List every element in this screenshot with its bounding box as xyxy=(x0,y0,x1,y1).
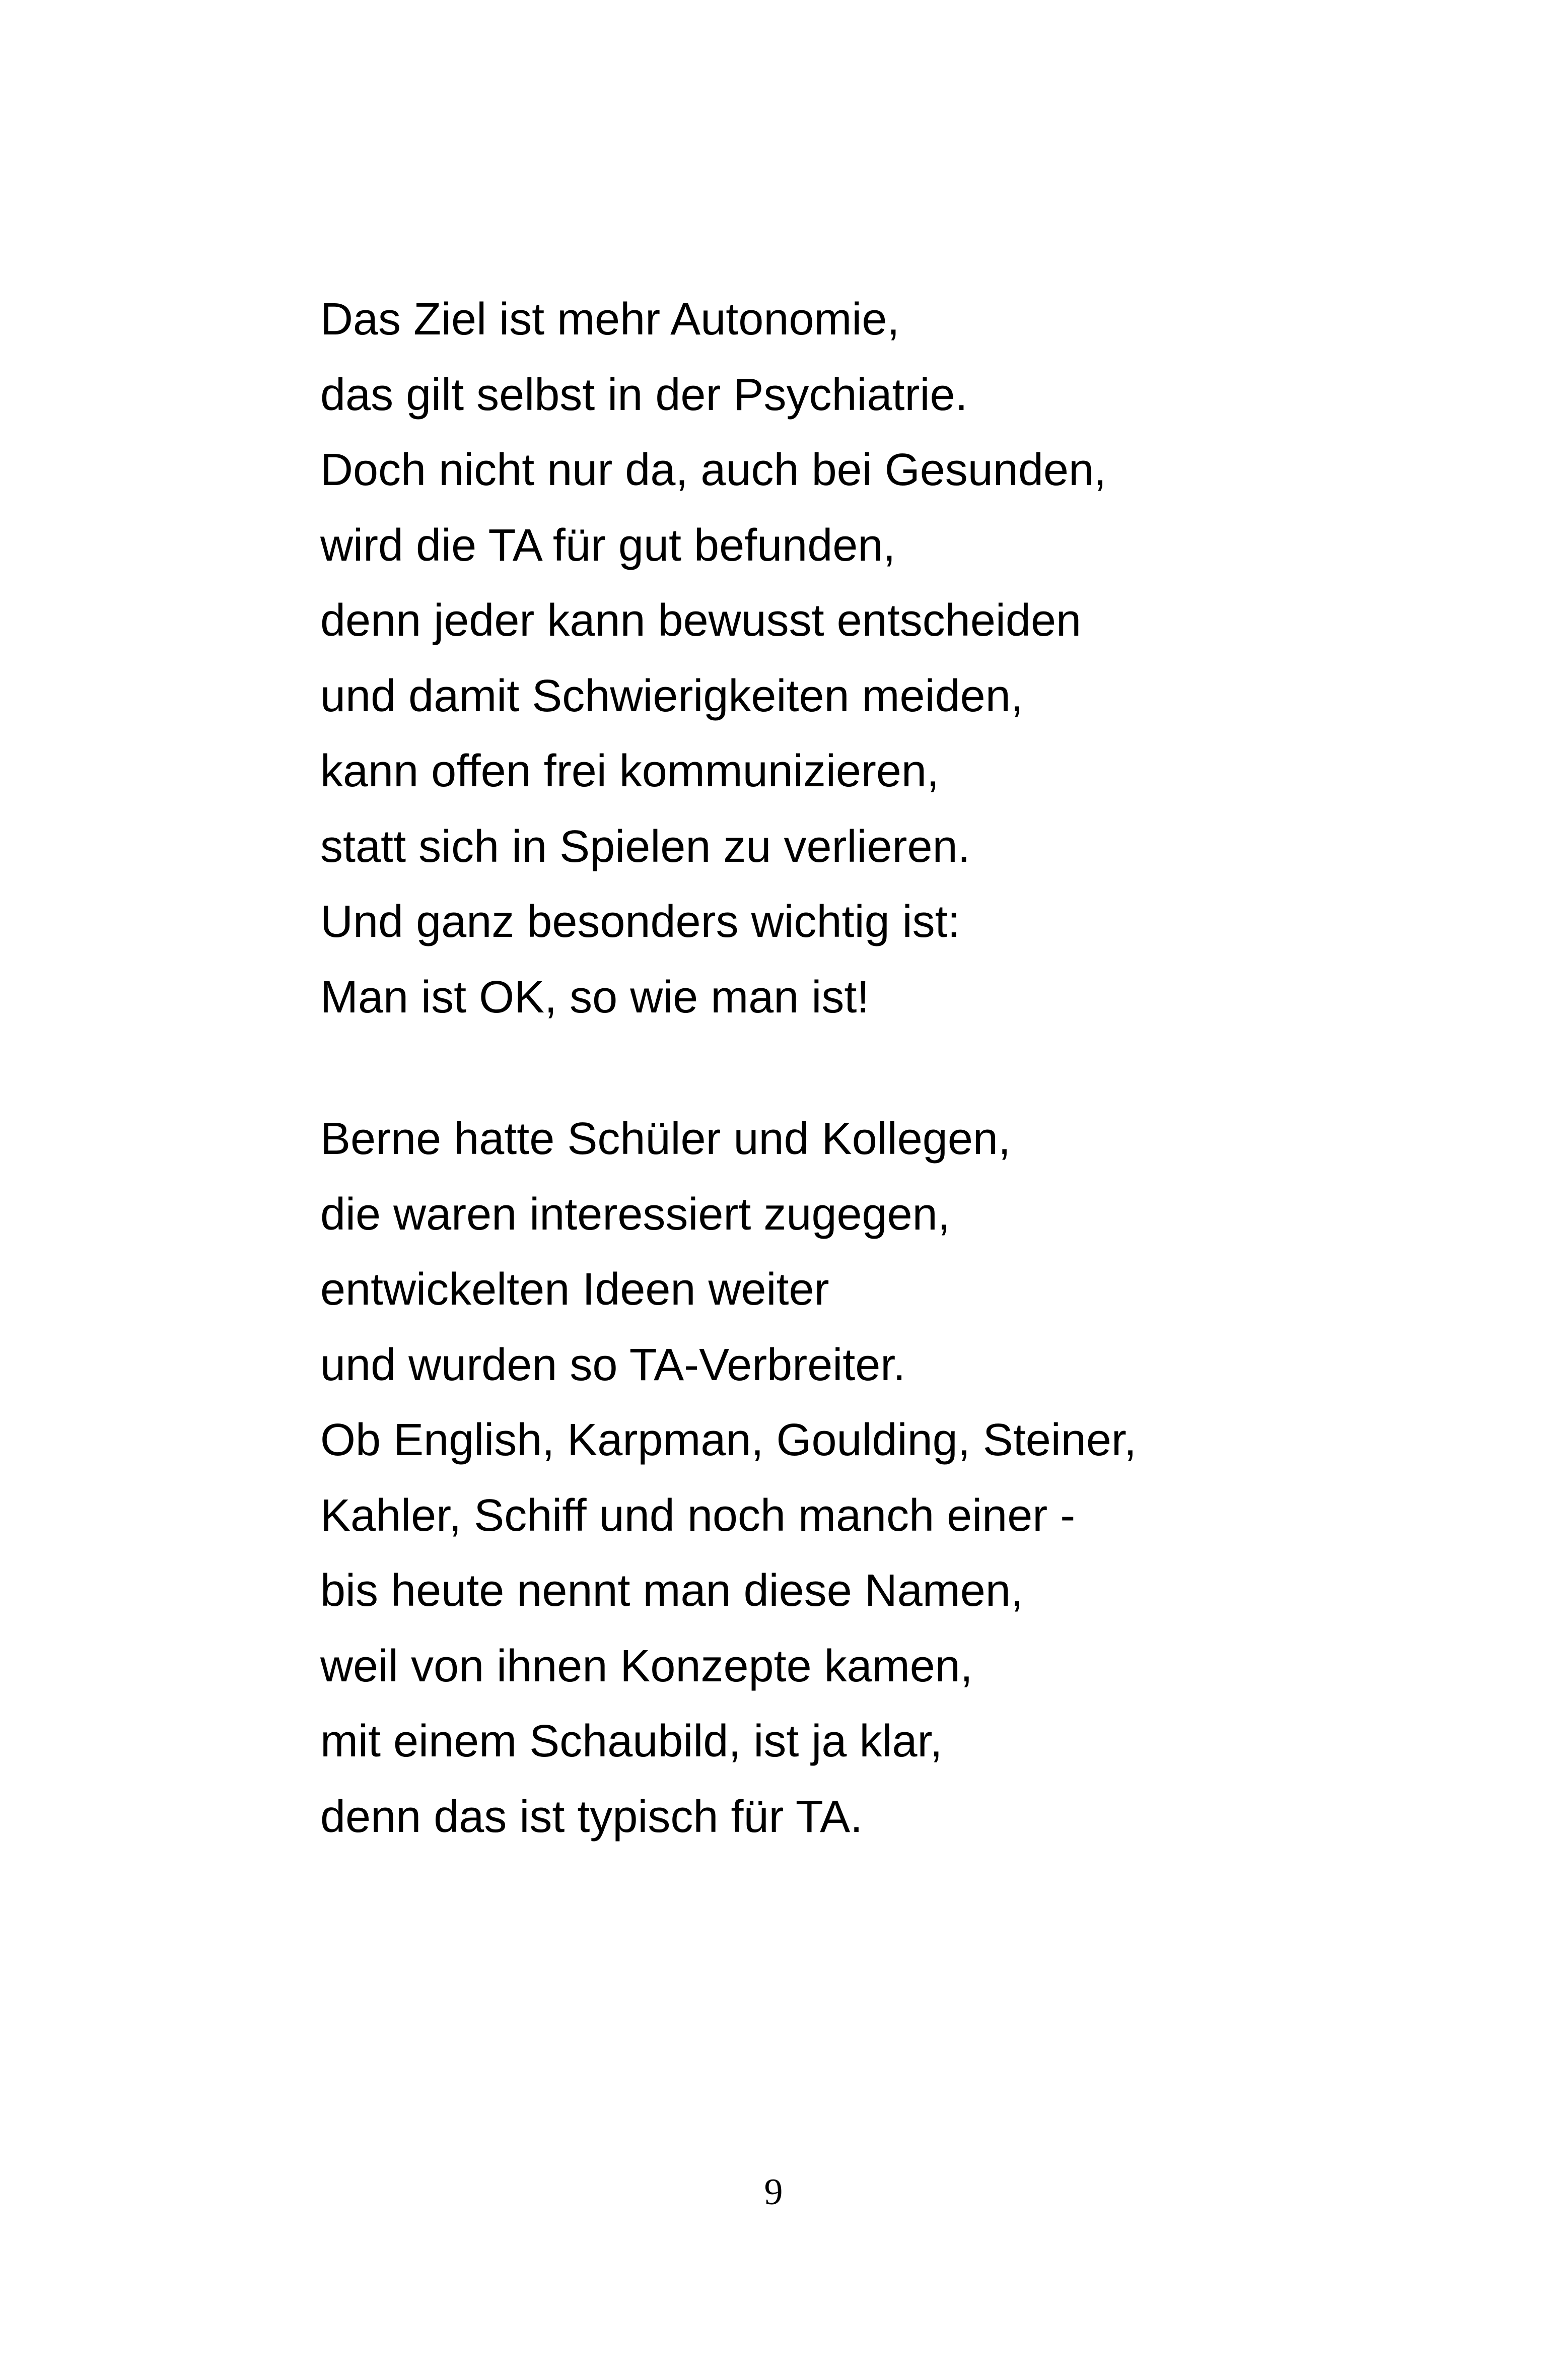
poem-stanza-2 xyxy=(320,1102,1137,1855)
poem-line: entwickelten Ideen weiter xyxy=(320,1264,829,1315)
poem-line: Doch nicht nur da, auch bei Gesunden, xyxy=(320,445,1107,495)
poem-line: denn das ist typisch für TA. xyxy=(320,1791,863,1842)
poem-line: Kahler, Schiff und noch manch einer - xyxy=(320,1490,1076,1541)
poem-line: bis heute nennt man diese Namen, xyxy=(320,1566,1023,1616)
poem-line: das gilt selbst in der Psychiatrie. xyxy=(320,369,968,420)
poem-line: denn jeder kann bewusst entscheiden xyxy=(320,595,1082,646)
page-number: 9 xyxy=(764,2171,783,2213)
poem-line: und wurden so TA-Verbreiter. xyxy=(320,1339,906,1390)
poem-stanza-1 xyxy=(320,282,1106,1035)
poem-line: Berne hatte Schüler und Kollegen, xyxy=(320,1114,1011,1164)
poem-line: Und ganz besonders wichtig ist: xyxy=(320,897,960,947)
poem-line: die waren interessiert zugegen, xyxy=(320,1189,950,1240)
poem-line: kann offen frei kommunizieren, xyxy=(320,746,939,796)
poem-line: und damit Schwierigkeiten meiden, xyxy=(320,670,1023,721)
poem-line: Ob English, Karpman, Goulding, Steiner, xyxy=(320,1415,1137,1465)
poem-line: statt sich in Spielen zu verlieren. xyxy=(320,821,970,872)
poem-line: mit einem Schaubild, ist ja klar, xyxy=(320,1716,943,1766)
poem-line: Man ist OK, so wie man ist! xyxy=(320,972,870,1023)
poem-line: Das Ziel ist mehr Autonomie, xyxy=(320,294,900,345)
poem-line: weil von ihnen Konzepte kamen, xyxy=(320,1641,973,1691)
poem-line: wird die TA für gut befunden, xyxy=(320,520,896,571)
